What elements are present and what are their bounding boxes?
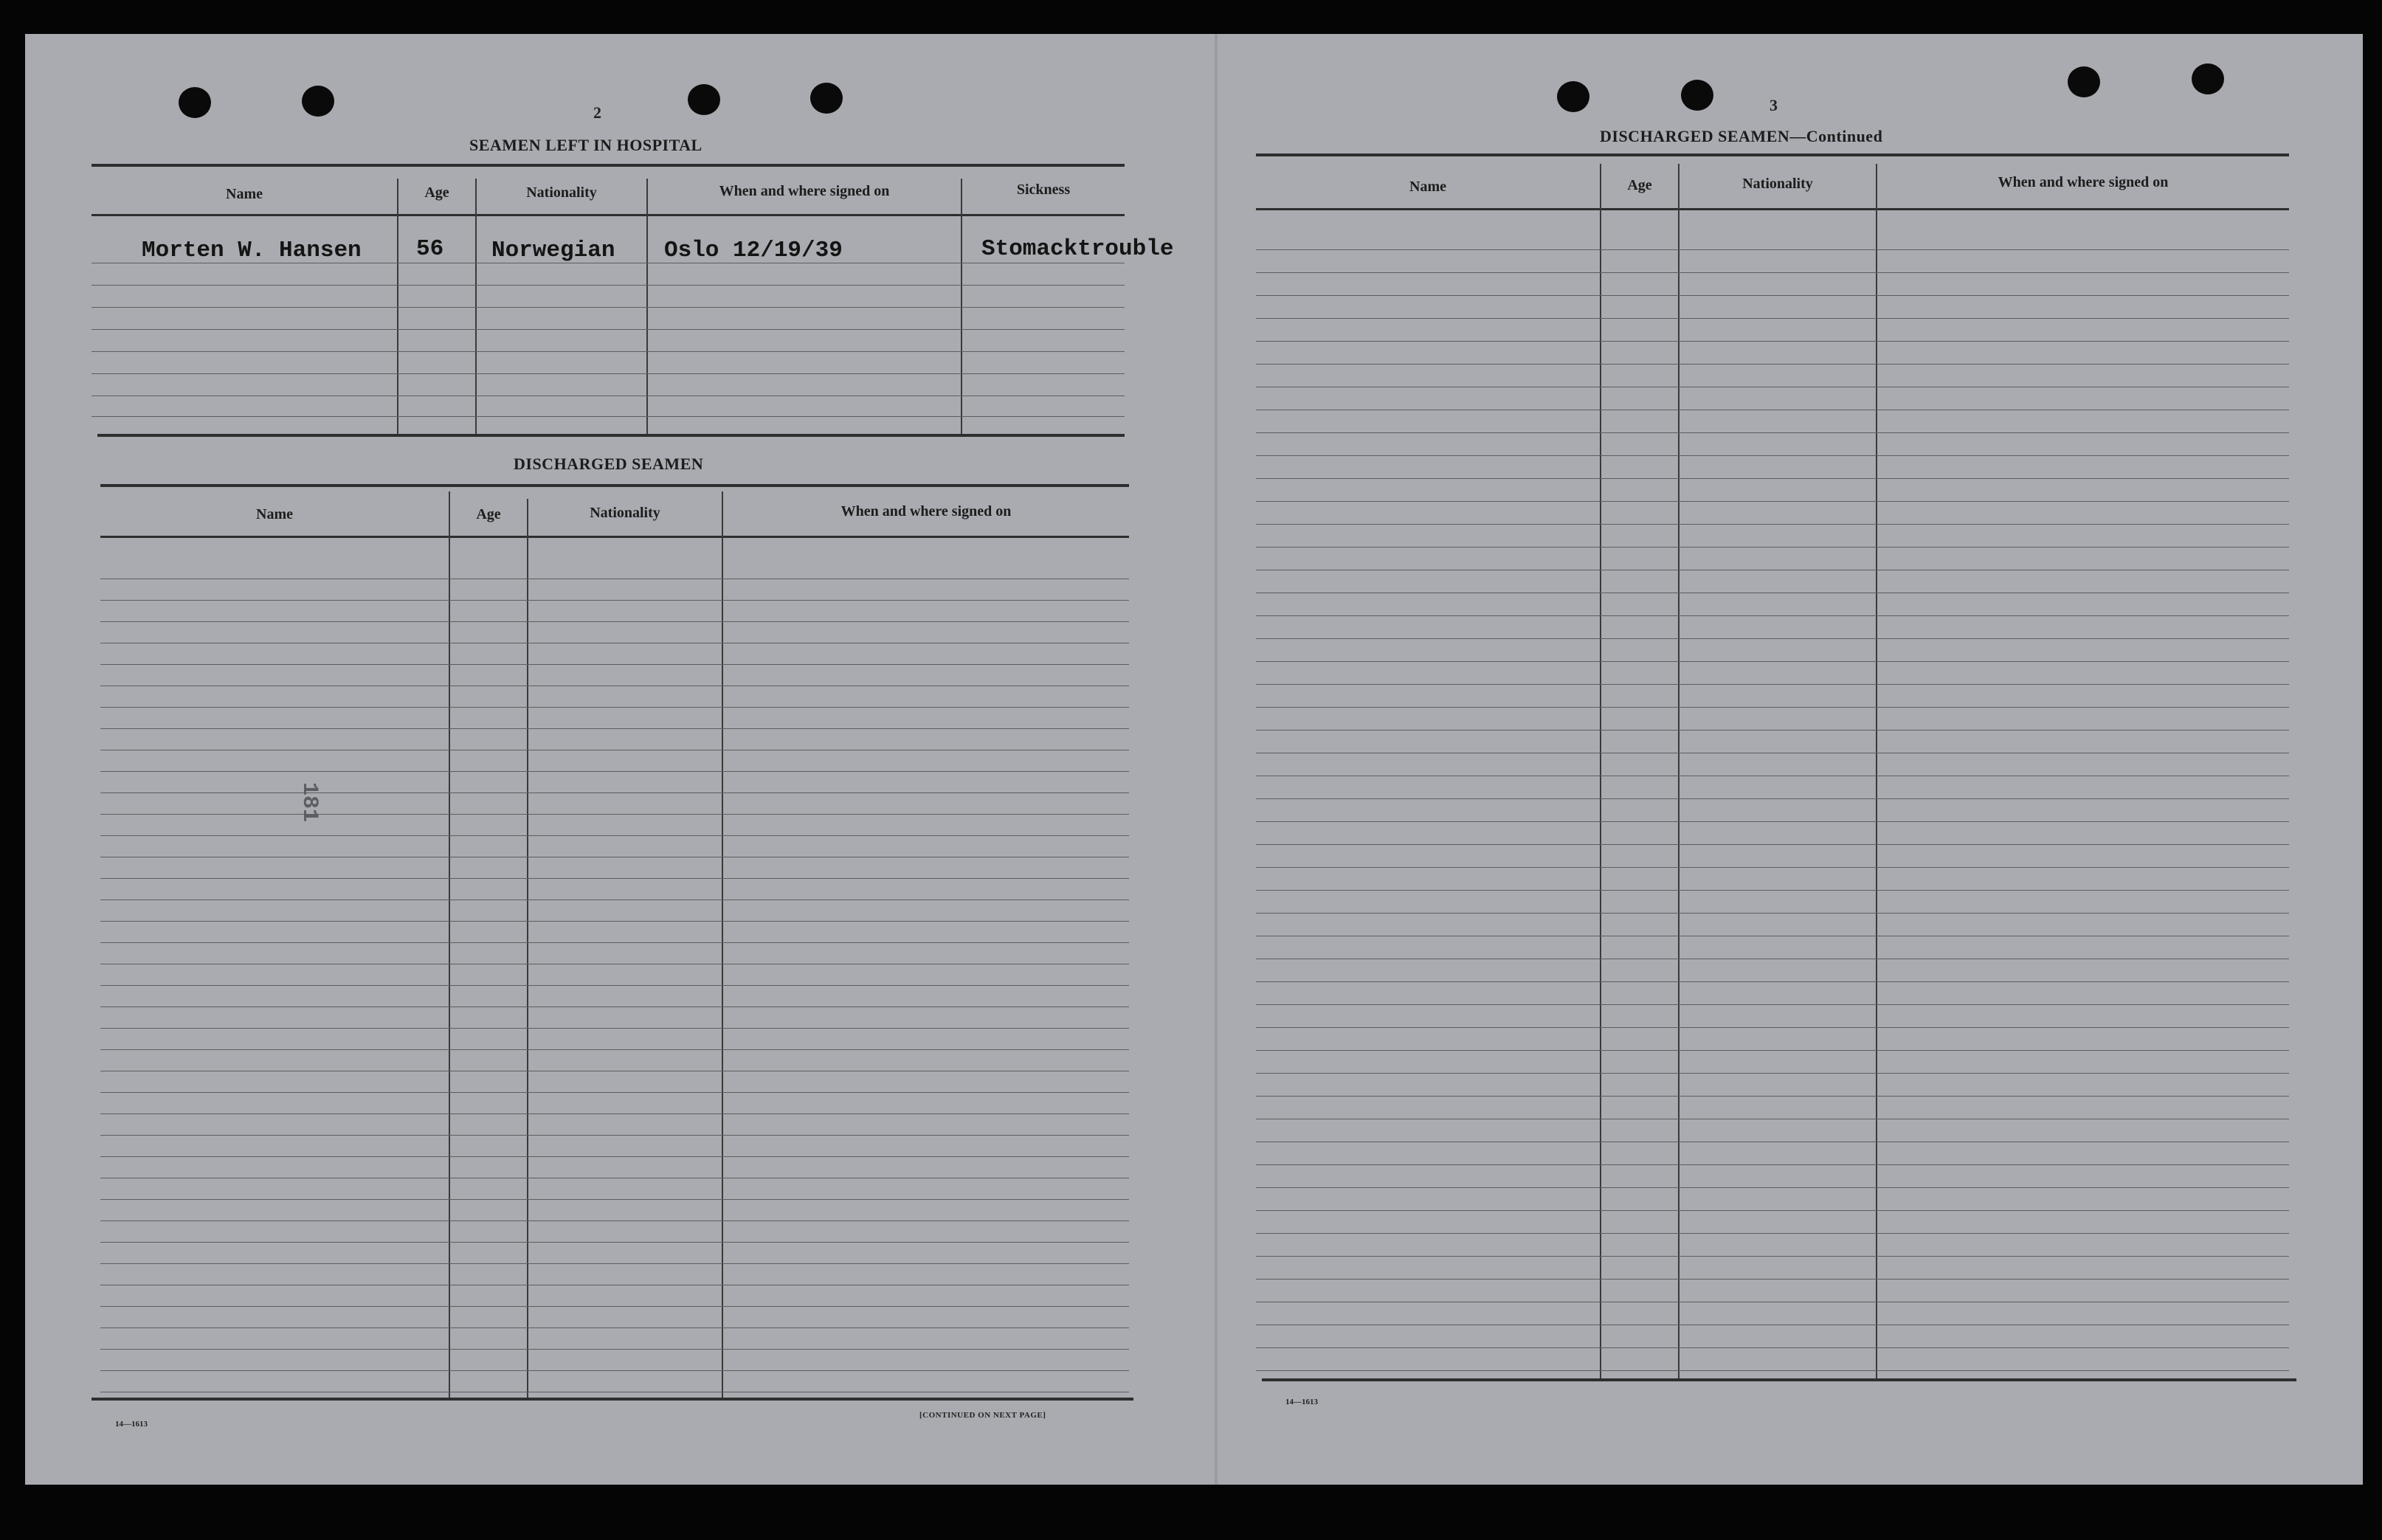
ruled-line (100, 771, 1129, 772)
ruled-line (100, 878, 1129, 879)
discharged-table-top-border (100, 484, 1129, 487)
ruled-line (1256, 684, 2289, 685)
ruled-line (1256, 730, 2289, 731)
discharged-header-name: Name (256, 506, 293, 522)
ruled-line (1256, 821, 2289, 822)
punch-hole (1681, 80, 1713, 111)
discharged-col-divider (449, 491, 450, 1398)
hospital-header-rule (92, 214, 1125, 216)
ruled-line (100, 1242, 1129, 1243)
page-number: 2 (593, 103, 601, 122)
continued-col-divider (1678, 164, 1680, 1378)
ruled-line (1256, 249, 2289, 250)
continued-note: [CONTINUED ON NEXT PAGE] (919, 1411, 1046, 1420)
ruled-line (100, 1135, 1129, 1136)
ruled-line (1256, 1370, 2289, 1371)
entry-sickness: Stomacktrouble (981, 236, 1174, 262)
punch-hole (1557, 81, 1589, 112)
continued-header-nationality: Nationality (1742, 176, 1813, 192)
ruled-line (100, 1156, 1129, 1157)
ruled-line (1256, 1164, 2289, 1165)
ruled-line (1256, 478, 2289, 479)
discharged-header-nationality: Nationality (590, 505, 660, 521)
ruled-line (100, 921, 1129, 922)
title-main: DISCHARGED SEAMEN (1600, 127, 1790, 145)
ruled-line (100, 1306, 1129, 1307)
punch-hole (2068, 66, 2100, 97)
ruled-line (100, 621, 1129, 622)
discharged-header-age: Age (476, 506, 501, 522)
ruled-line (1256, 1279, 2289, 1280)
ruled-line (1256, 1233, 2289, 1234)
punch-hole (688, 84, 720, 115)
ruled-line (1256, 318, 2289, 319)
hospital-table-top-border (92, 164, 1125, 167)
page-number: 3 (1770, 96, 1778, 114)
ruled-line (1256, 1187, 2289, 1188)
discharged-section-title: DISCHARGED SEAMEN (514, 455, 704, 473)
ruled-line (1256, 981, 2289, 982)
ruled-line (100, 1049, 1129, 1050)
ruled-line (1256, 547, 2289, 548)
ruled-line (1256, 1004, 2289, 1005)
ruled-line (100, 835, 1129, 836)
hospital-header-name: Name (226, 186, 263, 202)
ruled-line (1256, 341, 2289, 342)
entry-name: Morten W. Hansen (142, 238, 362, 263)
ruled-line (1256, 455, 2289, 456)
ruled-line (100, 600, 1129, 601)
continued-header-signed-on: When and where signed on (1998, 174, 2169, 190)
page-fold (1215, 34, 1218, 1485)
ruled-line (1256, 890, 2289, 891)
discharged-col-divider (722, 491, 723, 1398)
hospital-header-sickness: Sickness (1016, 182, 1071, 198)
ruled-line (1256, 1073, 2289, 1074)
continued-header-age: Age (1627, 177, 1652, 193)
discharged-header-signed-on: When and where signed on (840, 503, 1012, 519)
entry-signed-on: Oslo 12/19/39 (664, 238, 843, 263)
ruled-line (100, 1113, 1129, 1114)
continued-col-divider (1600, 164, 1601, 1378)
ruled-line (100, 1028, 1129, 1029)
punch-hole (179, 87, 211, 118)
ruled-line (1256, 661, 2289, 662)
ruled-line (1256, 1050, 2289, 1051)
entry-age: 56 (416, 236, 444, 262)
title-suffix: —Continued (1789, 127, 1883, 145)
ruled-line (1256, 524, 2289, 525)
ruled-line (1256, 432, 2289, 433)
punch-hole (302, 86, 334, 117)
hospital-header-nationality: Nationality (526, 184, 597, 201)
ruled-line (1256, 501, 2289, 502)
discharged-table-bottom-border (92, 1398, 1133, 1401)
form-number: 14—1613 (1285, 1398, 1318, 1406)
ruled-line (100, 1220, 1129, 1221)
ruled-line (1256, 638, 2289, 639)
document-sheet (25, 34, 2363, 1485)
ruled-line (100, 1006, 1129, 1007)
ruled-line (1256, 1256, 2289, 1257)
ruled-line (1256, 844, 2289, 845)
ruled-line (100, 1263, 1129, 1264)
ruled-line (100, 814, 1129, 815)
punch-hole (810, 83, 843, 114)
margin-mark: 181 (297, 782, 322, 823)
hospital-section-title: SEAMEN LEFT IN HOSPITAL (469, 136, 702, 154)
ruled-line (100, 942, 1129, 943)
continued-header-rule (1256, 208, 2289, 210)
hospital-header-signed-on: When and where signed on (719, 183, 890, 199)
ruled-line (1256, 1096, 2289, 1097)
continued-header-name: Name (1409, 179, 1446, 195)
continued-table-top-border (1256, 153, 2289, 156)
ruled-line (1256, 707, 2289, 708)
ruled-line (1256, 1210, 2289, 1211)
ruled-line (1256, 272, 2289, 273)
discharged-header-rule (100, 536, 1129, 538)
ruled-line (1256, 913, 2289, 914)
ruled-line (100, 728, 1129, 729)
ruled-line (100, 1199, 1129, 1200)
ruled-line (1256, 867, 2289, 868)
ruled-line (100, 1327, 1129, 1328)
ruled-line (100, 985, 1129, 986)
ruled-line (100, 664, 1129, 665)
ruled-line (1256, 615, 2289, 616)
discharged-continued-title (1600, 127, 1882, 146)
ruled-line (100, 1092, 1129, 1093)
ruled-line (100, 707, 1129, 708)
ruled-line (100, 1370, 1129, 1371)
ruled-line (1256, 364, 2289, 365)
continued-col-divider (1876, 164, 1877, 1378)
ruled-line (100, 1349, 1129, 1350)
hospital-table-bottom-border (97, 434, 1125, 437)
ruled-line (1256, 1027, 2289, 1028)
entry-nationality: Norwegian (491, 238, 615, 263)
ruled-line (1256, 1347, 2289, 1348)
form-number: 14—1613 (115, 1420, 148, 1429)
hospital-header-age: Age (424, 184, 449, 201)
ruled-line (1256, 295, 2289, 296)
punch-hole (2192, 63, 2224, 94)
ruled-line (1256, 798, 2289, 799)
continued-table-bottom-border (1262, 1378, 2296, 1381)
